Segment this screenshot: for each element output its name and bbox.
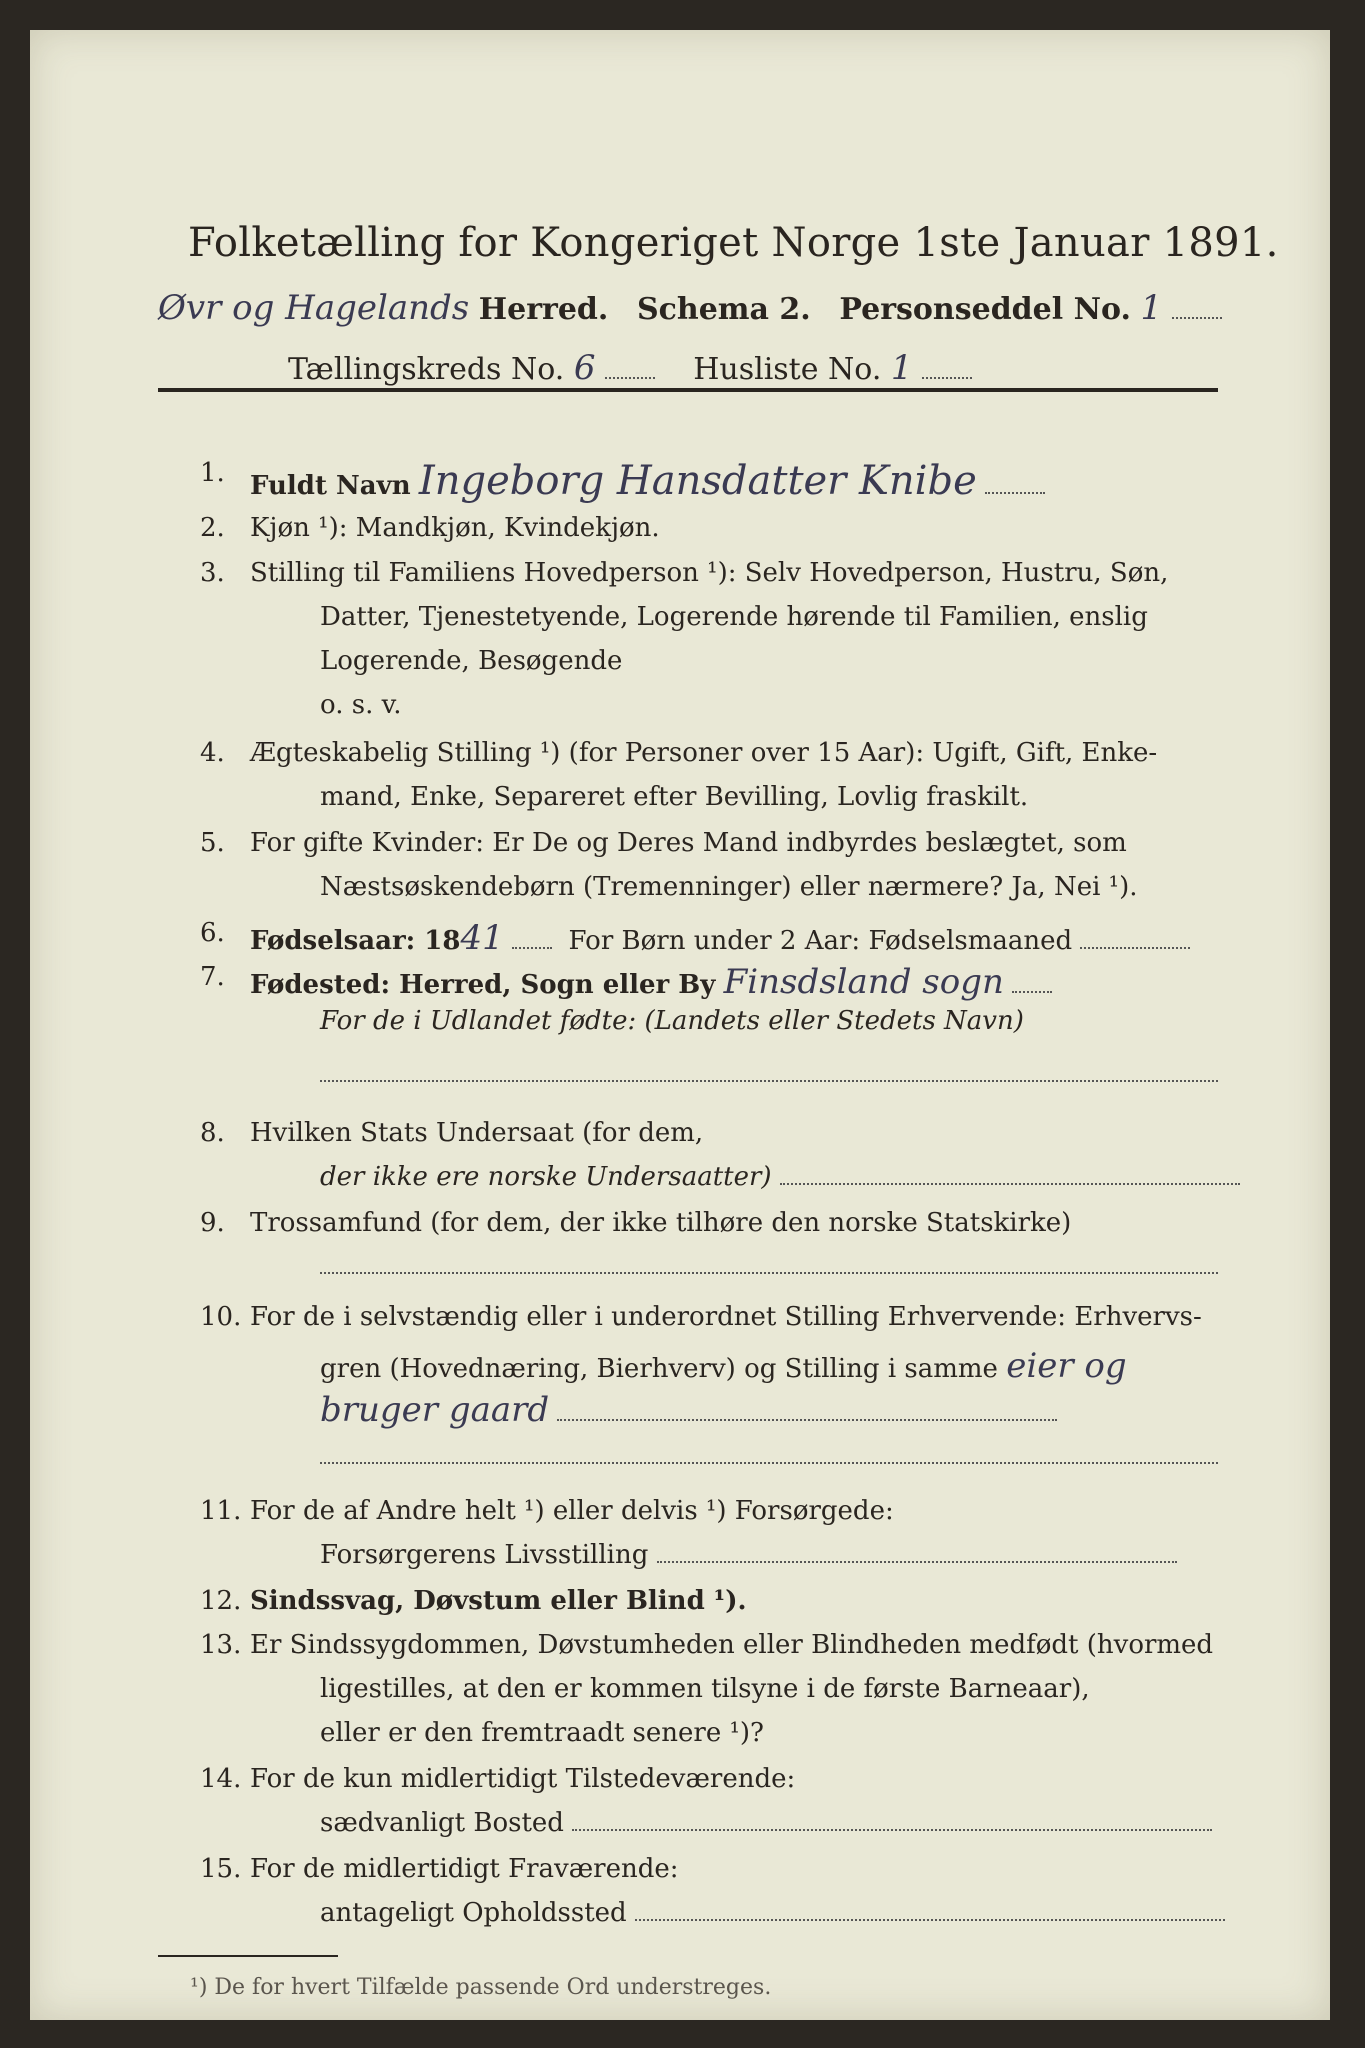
dotted-fill <box>320 1442 1218 1464</box>
dotted-fill <box>512 927 552 949</box>
item-10-line-2 <box>320 1346 1127 1386</box>
dotted-fill <box>1012 971 1052 993</box>
kreds-line <box>288 348 972 388</box>
husliste-handwritten: 1 <box>890 348 913 388</box>
item-number: 12. <box>200 1586 242 1616</box>
occupation-handwritten-1: eier og <box>1006 1346 1127 1386</box>
item-8-line-1: Hvilken Stats Undersaat (for dem, <box>250 1118 704 1148</box>
footnote-rule <box>158 1955 338 1957</box>
item-number: 7. <box>200 962 225 992</box>
item-number: 3. <box>200 558 225 588</box>
occupation-label: gren (Hovednæring, Bierhverv) og Stilling i samme <box>320 1354 998 1384</box>
item-number: 6. <box>200 918 225 948</box>
dotted-fill <box>635 1899 1225 1921</box>
dotted-fill <box>780 1163 1240 1185</box>
item-14-line-2 <box>320 1808 1212 1838</box>
dotted-fill <box>572 1809 1212 1831</box>
census-form-sheet <box>30 30 1330 2020</box>
herred-label: Herred. <box>478 292 609 327</box>
item-number: 8. <box>200 1118 225 1148</box>
dotted-fill <box>922 357 972 379</box>
item-9: Trossamfund (for dem, der ikke tilhøre den norske Statskirke) <box>250 1208 1072 1238</box>
birth-month-label: For Børn under 2 Aar: Fødselsmaaned <box>568 926 1073 956</box>
herred-line <box>158 288 1222 328</box>
personseddel-label: Personseddel No. <box>839 292 1131 327</box>
item-3-line-4: o. s. v. <box>320 690 402 720</box>
item-11-line-1: For de af Andre helt ¹) eller delvis ¹) Forsørgede: <box>250 1496 894 1526</box>
personseddel-handwritten: 1 <box>1140 288 1163 328</box>
item-5-line-1: For gifte Kvinder: Er De og Deres Mand indbyrdes beslægtet, som <box>250 828 1127 858</box>
item-15-line-2 <box>320 1898 1225 1928</box>
dotted-fill <box>320 1252 1218 1274</box>
item-5-line-2: Næstsøskendebørn (Tremenninger) eller nærmere? Ja, Nei ¹). <box>320 872 1138 902</box>
item-4-line-2: mand, Enke, Separeret efter Bevilling, Lovlig fraskilt. <box>320 782 1029 812</box>
birth-year-label: Fødselsaar: 18 <box>250 926 461 956</box>
item-number: 15. <box>200 1854 242 1884</box>
item-13-line-1: Er Sindssygdommen, Døvstumheden eller Blindheden medfødt (hvormed <box>250 1630 1214 1660</box>
undersaat-text: der ikke ere norske Undersaatter) <box>320 1162 772 1192</box>
item-13-line-3: eller er den fremtraadt senere ¹)? <box>320 1718 764 1748</box>
item-3-line-2: Datter, Tjenestetyende, Logerende hørende til Familien, enslig <box>320 602 1148 632</box>
dotted-fill <box>657 1541 1177 1563</box>
abode-label: antageligt Opholdssted <box>320 1898 627 1928</box>
full-name-handwritten: Ingeborg Hansdatter Knibe <box>418 458 977 504</box>
item-number: 9. <box>200 1208 225 1238</box>
header-rule <box>158 388 1218 392</box>
item-number: 10. <box>200 1302 242 1332</box>
item-number: 4. <box>200 738 225 768</box>
item-8-line-2 <box>320 1162 1240 1192</box>
item-3-line-3: Logerende, Besøgende <box>320 646 623 676</box>
item-14-line-1: For de kun midlertidigt Tilstedeværende: <box>250 1764 796 1794</box>
schema-label: Schema 2. <box>636 292 811 327</box>
dotted-fill <box>605 357 655 379</box>
item-7-line-2: For de i Udlandet fødte: (Landets eller Stedets Navn) <box>320 1006 1024 1036</box>
item-11-line-2 <box>320 1540 1177 1570</box>
item-3-line-1: Stilling til Familiens Hovedperson ¹): Selv Hovedperson, Hustru, Søn, <box>250 558 1169 588</box>
birth-year-handwritten: 41 <box>460 918 504 958</box>
item-number: 14. <box>200 1764 242 1794</box>
item-10-line-1: For de i selvstændig eller i underordnet Stilling Erhvervende: Erhvervs- <box>250 1302 1202 1332</box>
dotted-fill <box>320 1060 1218 1082</box>
kreds-handwritten: 6 <box>573 348 596 388</box>
herred-handwritten: Øvr og Hagelands <box>158 288 470 328</box>
item-4-line-1: Ægteskabelig Stilling ¹) (for Personer over 15 Aar): Ugift, Gift, Enke- <box>250 738 1158 768</box>
item-number: 11. <box>200 1496 242 1526</box>
husliste-label: Husliste No. <box>693 352 882 387</box>
item-number: 1. <box>200 458 225 488</box>
kreds-label: Tællingskreds No. <box>288 352 565 387</box>
item-2: Kjøn ¹): Mandkjøn, Kvindekjøn. <box>250 513 660 543</box>
item-13-line-2: ligestilles, at den er kommen tilsyne i de første Barneaar), <box>320 1674 1090 1704</box>
form-title: Folketælling for Kongeriget Norge 1ste Januar 1891. <box>188 220 1279 266</box>
occupation-handwritten-2: bruger gaard <box>320 1390 550 1430</box>
dotted-fill <box>1172 297 1222 319</box>
provider-label: Forsørgerens Livsstilling <box>320 1540 649 1570</box>
item-10-line-3 <box>320 1390 1057 1430</box>
item-1 <box>250 458 1045 504</box>
residence-label: sædvanligt Bosted <box>320 1808 564 1838</box>
item-number: 2. <box>200 513 225 543</box>
item-7 <box>250 962 1052 1002</box>
full-name-label: Fuldt Navn <box>250 471 411 501</box>
item-number: 13. <box>200 1630 242 1660</box>
item-12: Sindssvag, Døvstum eller Blind ¹). <box>250 1586 747 1616</box>
dotted-fill <box>985 472 1045 494</box>
dotted-fill <box>557 1399 1057 1421</box>
item-15-line-1: For de midlertidigt Fraværende: <box>250 1854 679 1884</box>
birthplace-label: Fødested: Herred, Sogn eller By <box>250 970 716 1000</box>
footnote: ¹) De for hvert Tilfælde passende Ord understreges. <box>190 1975 772 2000</box>
item-number: 5. <box>200 828 225 858</box>
birthplace-handwritten: Finsdsland sogn <box>723 962 1004 1002</box>
item-6 <box>250 918 1190 958</box>
dotted-fill <box>1080 927 1190 949</box>
